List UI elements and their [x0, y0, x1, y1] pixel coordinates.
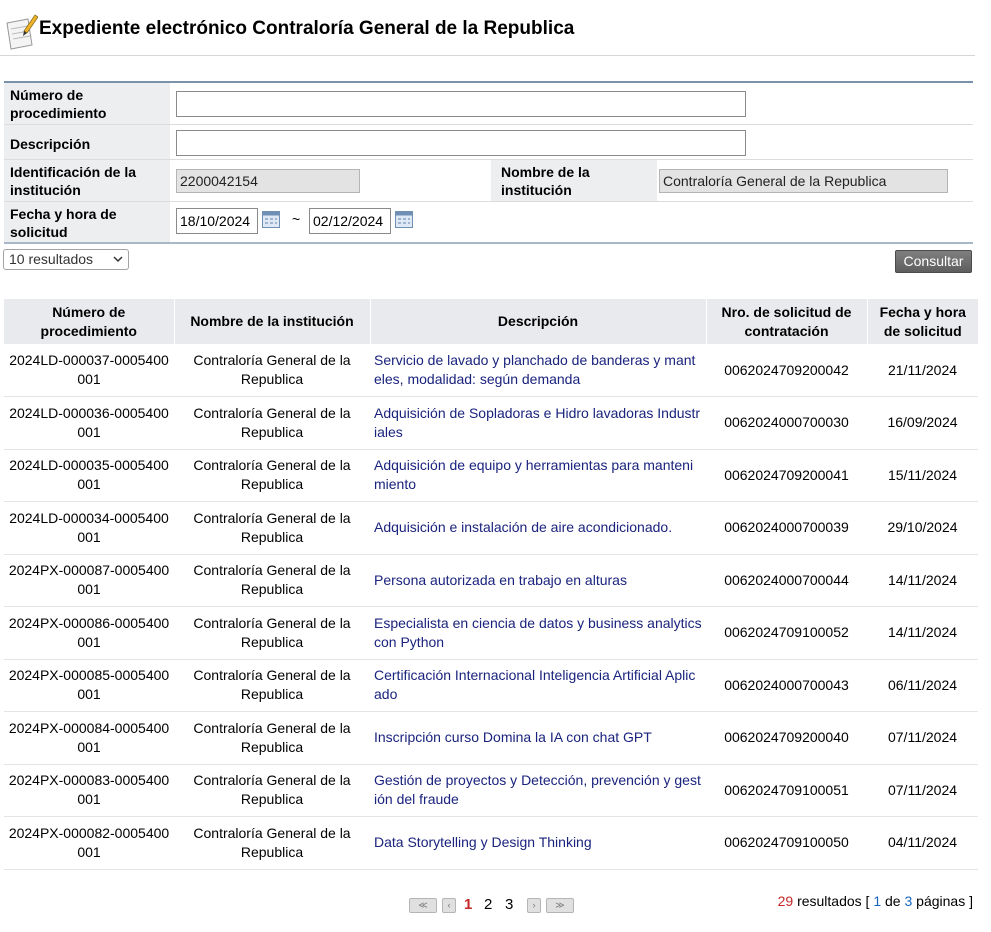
cell-solicitud: 0062024709100051: [706, 764, 867, 817]
cell-institucion: Contraloría General de la Republica: [174, 659, 370, 712]
cell-institucion: Contraloría General de la Republica: [174, 397, 370, 450]
page-link-3[interactable]: 3: [505, 896, 514, 913]
descripcion-link[interactable]: Gestión de proyectos y Detección, prevención y gestión del fraude: [370, 764, 706, 817]
total-pages-number: 3: [904, 893, 913, 909]
cell-fecha: 07/11/2024: [867, 712, 978, 765]
table-row: [4, 659, 978, 712]
nombre-institucion-label: Nombre de la institución: [491, 160, 657, 201]
results-table: [4, 299, 978, 870]
cell-fecha: 21/11/2024: [867, 344, 978, 397]
cell-institucion: Contraloría General de la Republica: [174, 502, 370, 555]
cell-solicitud: 0062024709100052: [706, 607, 867, 660]
cell-numero: 2024PX-000086-0005400001: [4, 607, 174, 660]
cell-numero: 2024PX-000085-0005400001: [4, 659, 174, 712]
page-link-2[interactable]: 2: [484, 896, 493, 913]
nombre-institucion-field: [659, 169, 948, 193]
notepad-pencil-icon: [4, 11, 38, 51]
descripcion-link[interactable]: Adquisición de Sopladoras e Hidro lavadoras Industriales: [370, 397, 706, 450]
cell-numero: 2024PX-000084-0005400001: [4, 712, 174, 765]
descripcion-label: Descripción: [4, 125, 170, 159]
identificacion-institucion-label: Identificación de la institución: [4, 160, 170, 201]
table-row: [4, 502, 978, 555]
search-form: [4, 81, 973, 244]
descripcion-link[interactable]: Servicio de lavado y planchado de banderas y manteles, modalidad: según demanda: [370, 344, 706, 397]
cell-institucion: Contraloría General de la Republica: [174, 607, 370, 660]
cell-numero: 2024LD-000035-0005400001: [4, 449, 174, 502]
cell-numero: 2024PX-000083-0005400001: [4, 764, 174, 817]
cell-fecha: 15/11/2024: [867, 449, 978, 502]
cell-solicitud: 0062024000700039: [706, 502, 867, 555]
table-row: [4, 554, 978, 607]
fecha-solicitud-label: Fecha y hora de solicitud: [4, 202, 170, 242]
header-numero: Número de procedimiento: [4, 299, 174, 344]
cell-institucion: Contraloría General de la Republica: [174, 344, 370, 397]
form-row-institucion: [4, 160, 973, 202]
header-fecha: Fecha y hora de solicitud: [867, 299, 978, 344]
form-row-numero: [4, 83, 973, 125]
calendar-icon[interactable]: [262, 211, 280, 228]
consultar-button[interactable]: Consultar: [895, 250, 972, 273]
cell-solicitud: 0062024709100050: [706, 817, 867, 870]
cell-institucion: Contraloría General de la Republica: [174, 554, 370, 607]
page-size-select[interactable]: [3, 249, 129, 270]
table-row: [4, 817, 978, 870]
table-row: [4, 764, 978, 817]
header-institucion: Nombre de la institución: [174, 299, 370, 344]
form-row-fecha: [4, 202, 973, 242]
table-row: [4, 712, 978, 765]
table-row: [4, 397, 978, 450]
cell-numero: 2024LD-000036-0005400001: [4, 397, 174, 450]
results-summary: [778, 893, 973, 909]
chevron-down-icon: [112, 253, 124, 265]
cell-fecha: 07/11/2024: [867, 764, 978, 817]
cell-fecha: 14/11/2024: [867, 607, 978, 660]
next-page-button[interactable]: ›: [527, 898, 541, 913]
table-row: [4, 344, 978, 397]
cell-fecha: 04/11/2024: [867, 817, 978, 870]
descripcion-link[interactable]: Especialista en ciencia de datos y business analytics con Python: [370, 607, 706, 660]
cell-solicitud: 0062024709200042: [706, 344, 867, 397]
page-link-1[interactable]: 1: [464, 896, 473, 913]
table-row: [4, 607, 978, 660]
page-title: Expediente electrónico Contraloría General de la Republica: [39, 18, 575, 39]
cell-solicitud: 0062024000700043: [706, 659, 867, 712]
descripcion-link[interactable]: Certificación Internacional Inteligencia Artificial Aplicado: [370, 659, 706, 712]
cell-solicitud: 0062024000700030: [706, 397, 867, 450]
calendar-icon[interactable]: [395, 211, 413, 228]
total-results-count: 29: [777, 893, 794, 909]
results-text: resultados [: [797, 893, 870, 909]
descripcion-link[interactable]: Persona autorizada en trabajo en alturas: [370, 554, 706, 607]
identificacion-institucion-field: [176, 169, 360, 193]
prev-page-button[interactable]: ‹: [442, 898, 456, 913]
cell-institucion: Contraloría General de la Republica: [174, 764, 370, 817]
form-row-descripcion: [4, 125, 973, 160]
header-descripcion: Descripción: [370, 299, 706, 344]
cell-institucion: Contraloría General de la Republica: [174, 449, 370, 502]
last-page-button[interactable]: ≫: [546, 898, 574, 913]
cell-numero: 2024PX-000082-0005400001: [4, 817, 174, 870]
date-range-separator: ~: [292, 211, 301, 227]
cell-numero: 2024PX-000087-0005400001: [4, 554, 174, 607]
first-page-button[interactable]: ≪: [409, 898, 437, 913]
descripcion-link[interactable]: Adquisición de equipo y herramientas para mantenimiento: [370, 449, 706, 502]
cell-fecha: 14/11/2024: [867, 554, 978, 607]
cell-solicitud: 0062024709200041: [706, 449, 867, 502]
cell-fecha: 29/10/2024: [867, 502, 978, 555]
descripcion-link[interactable]: Data Storytelling y Design Thinking: [370, 817, 706, 870]
numero-procedimiento-input[interactable]: [176, 91, 746, 117]
cell-fecha: 16/09/2024: [867, 397, 978, 450]
current-page-number: 1: [873, 893, 882, 909]
fecha-desde-input[interactable]: [176, 208, 258, 234]
pages-text: páginas ]: [916, 893, 973, 909]
page-size-value: 10 resultados: [9, 251, 94, 267]
cell-fecha: 06/11/2024: [867, 659, 978, 712]
cell-institucion: Contraloría General de la Republica: [174, 817, 370, 870]
descripcion-input[interactable]: [176, 130, 746, 156]
table-header-row: [4, 299, 978, 344]
cell-numero: 2024LD-000034-0005400001: [4, 502, 174, 555]
of-text: de: [885, 893, 901, 909]
descripcion-link[interactable]: Adquisición e instalación de aire acondicionado.: [370, 502, 706, 555]
numero-procedimiento-label: Número de procedimiento: [4, 83, 170, 124]
cell-solicitud: 0062024000700044: [706, 554, 867, 607]
cell-solicitud: 0062024709200040: [706, 712, 867, 765]
table-row: [4, 449, 978, 502]
page-header: [0, 0, 975, 56]
header-solicitud: Nro. de solicitud de contratación: [706, 299, 867, 344]
cell-institucion: Contraloría General de la Republica: [174, 712, 370, 765]
fecha-hasta-input[interactable]: [309, 208, 391, 234]
cell-numero: 2024LD-000037-0005400001: [4, 344, 174, 397]
descripcion-link[interactable]: Inscripción curso Domina la IA con chat GPT: [370, 712, 706, 765]
